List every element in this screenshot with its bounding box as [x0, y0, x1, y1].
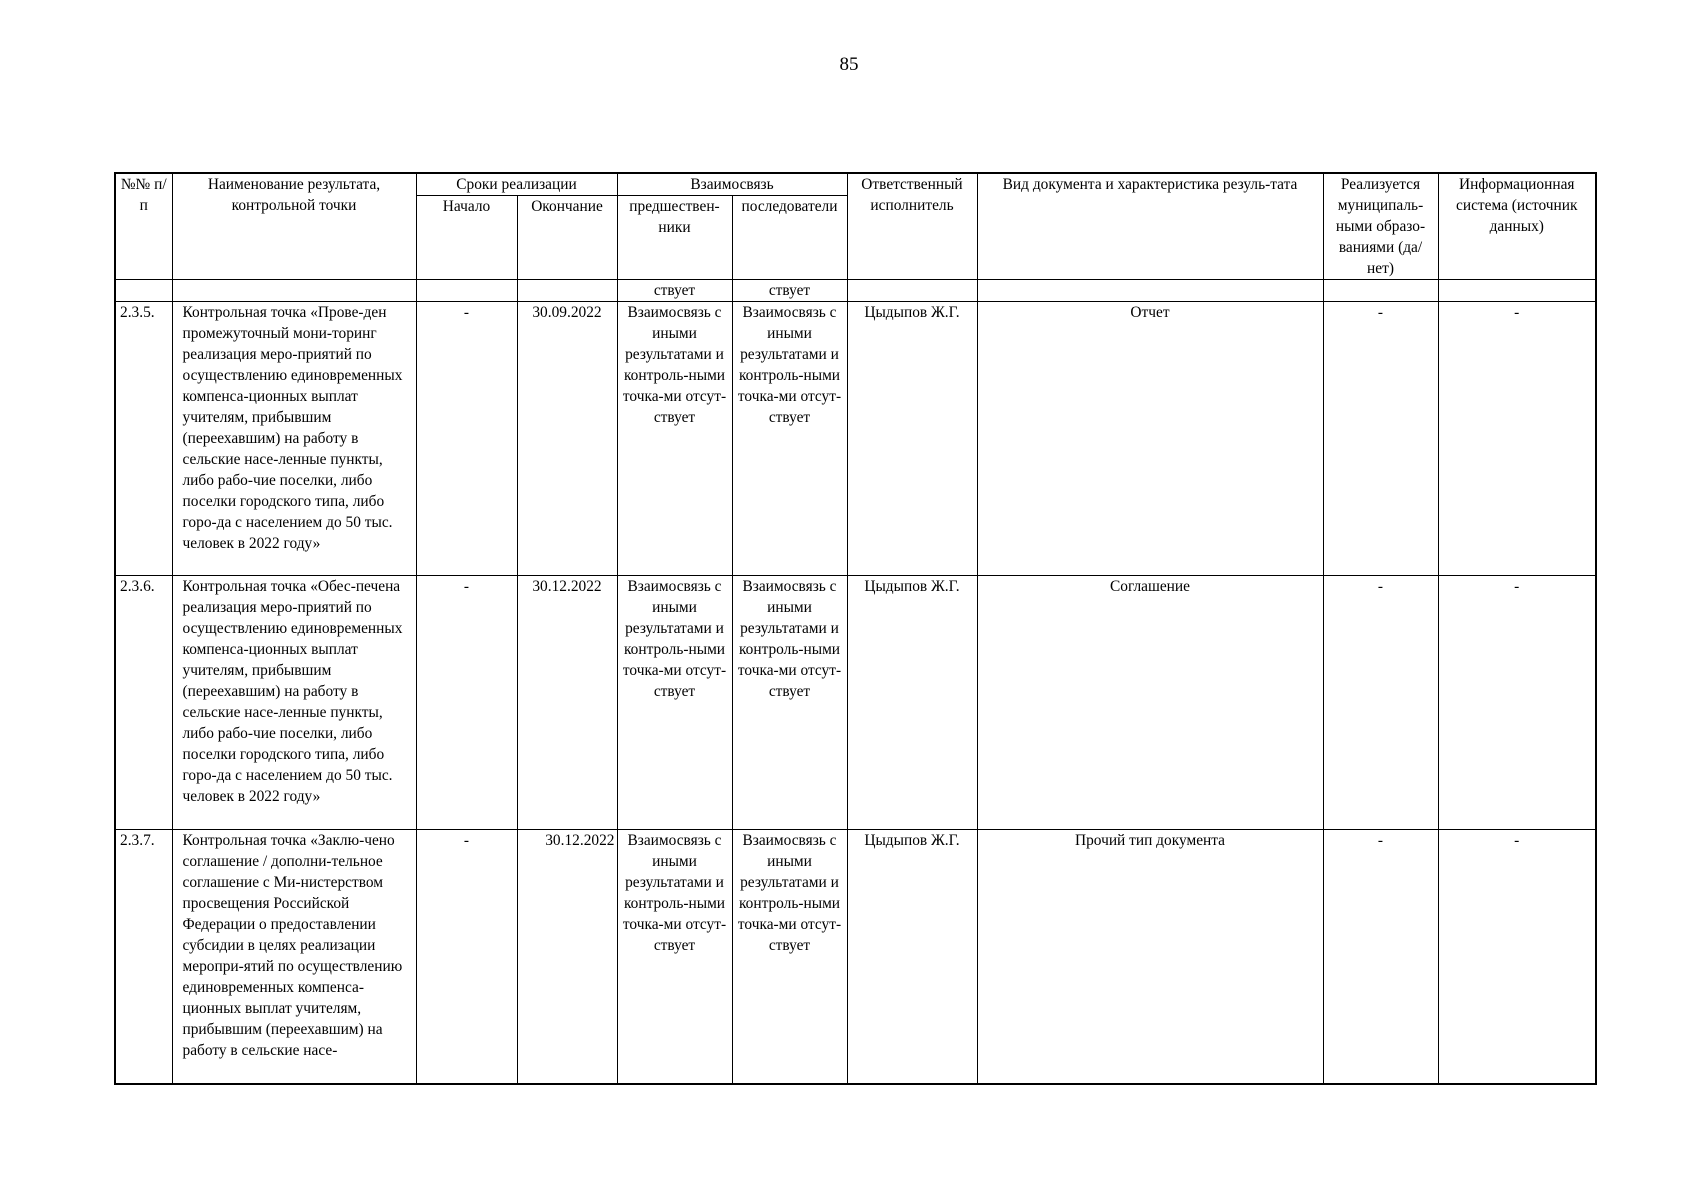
row-successors: Взаимосвязь с иными результатами и контроль-ными точка-ми отсут-ствует — [732, 576, 847, 830]
row-info-system: - — [1438, 830, 1596, 1084]
row-doc-type: Прочий тип документа — [977, 830, 1323, 1084]
row-start: - — [416, 830, 517, 1084]
continuation-successors: ствует — [732, 280, 847, 302]
row-name: Контрольная точка «Обес-печена реализация меро-приятий по осуществлению единовременных компенса-ционных выплат учителям, прибывшим (переехавшим) на работу в сельские насе-ленные пункты, либо рабо-чие поселки, либо поселки городского типа, либо горо-да с населением до 50 тыс. человек в 2022 году» — [172, 576, 416, 830]
table-row — [115, 576, 1596, 830]
row-successors: Взаимосвязь с иными результатами и контроль-ными точка-ми отсут-ствует — [732, 302, 847, 576]
row-num: 2.3.7. — [115, 830, 172, 1084]
header-successors: последователи — [732, 196, 847, 280]
row-start: - — [416, 302, 517, 576]
continuation-predecessors: ствует — [617, 280, 732, 302]
row-name: Контрольная точка «Заклю-чено соглашение / дополни-тельное соглашение с Ми-нистерством просвещения Российской Федерации о предоставлении субсидии в целях реализации меропри-ятий по осуществлению единовременных компенса-ционных выплат учителям, прибывшим (переехавшим) на работу в сельские насе- — [172, 830, 416, 1084]
header-end: Окончание — [517, 196, 617, 280]
header-doc-type: Вид документа и характеристика резуль-тата — [977, 173, 1323, 280]
row-municipal: - — [1323, 830, 1438, 1084]
row-responsible: Цыдыпов Ж.Г. — [847, 576, 977, 830]
header-name: Наименование результата, контрольной точки — [172, 173, 416, 280]
row-info-system: - — [1438, 302, 1596, 576]
header-info-system: Информационная система (источник данных) — [1438, 173, 1596, 280]
row-responsible: Цыдыпов Ж.Г. — [847, 302, 977, 576]
row-info-system: - — [1438, 576, 1596, 830]
row-doc-type: Отчет — [977, 302, 1323, 576]
control-points-table — [114, 172, 1597, 1085]
table-row — [115, 830, 1596, 1084]
header-municipal: Реализуется муниципаль-ными образо-ваниями (да/нет) — [1323, 173, 1438, 280]
table-row — [115, 302, 1596, 576]
row-num: 2.3.6. — [115, 576, 172, 830]
row-municipal: - — [1323, 302, 1438, 576]
row-num: 2.3.5. — [115, 302, 172, 576]
row-end: 30.12.2022 — [517, 830, 617, 1084]
row-doc-type: Соглашение — [977, 576, 1323, 830]
header-responsible: Ответственный исполнитель — [847, 173, 977, 280]
row-end: 30.09.2022 — [517, 302, 617, 576]
page-number: 85 — [839, 54, 859, 75]
row-name: Контрольная точка «Прове-ден промежуточный мони-торинг реализация меро-приятий по осуществлению единовременных компенса-ционных выплат учителям, прибывшим (переехавшим) на работу в сельские насе-ленные пункты, либо рабо-чие поселки, либо поселки городского типа, либо горо-да с населением до 50 тыс. человек в 2022 году» — [172, 302, 416, 576]
row-predecessors: Взаимосвязь с иными результатами и контроль-ными точка-ми отсут-ствует — [617, 576, 732, 830]
header-relation: Взаимосвязь — [617, 173, 847, 196]
row-successors: Взаимосвязь с иными результатами и контроль-ными точка-ми отсут-ствует — [732, 830, 847, 1084]
row-end: 30.12.2022 — [517, 576, 617, 830]
header-start: Начало — [416, 196, 517, 280]
row-start: - — [416, 576, 517, 830]
row-predecessors: Взаимосвязь с иными результатами и контроль-ными точка-ми отсут-ствует — [617, 830, 732, 1084]
row-predecessors: Взаимосвязь с иными результатами и контроль-ными точка-ми отсут-ствует — [617, 302, 732, 576]
row-responsible: Цыдыпов Ж.Г. — [847, 830, 977, 1084]
continuation-row — [115, 280, 1596, 302]
header-terms: Сроки реализации — [416, 173, 617, 196]
header-num: №№ п/п — [115, 173, 172, 280]
row-municipal: - — [1323, 576, 1438, 830]
header-predecessors: предшествен-ники — [617, 196, 732, 280]
